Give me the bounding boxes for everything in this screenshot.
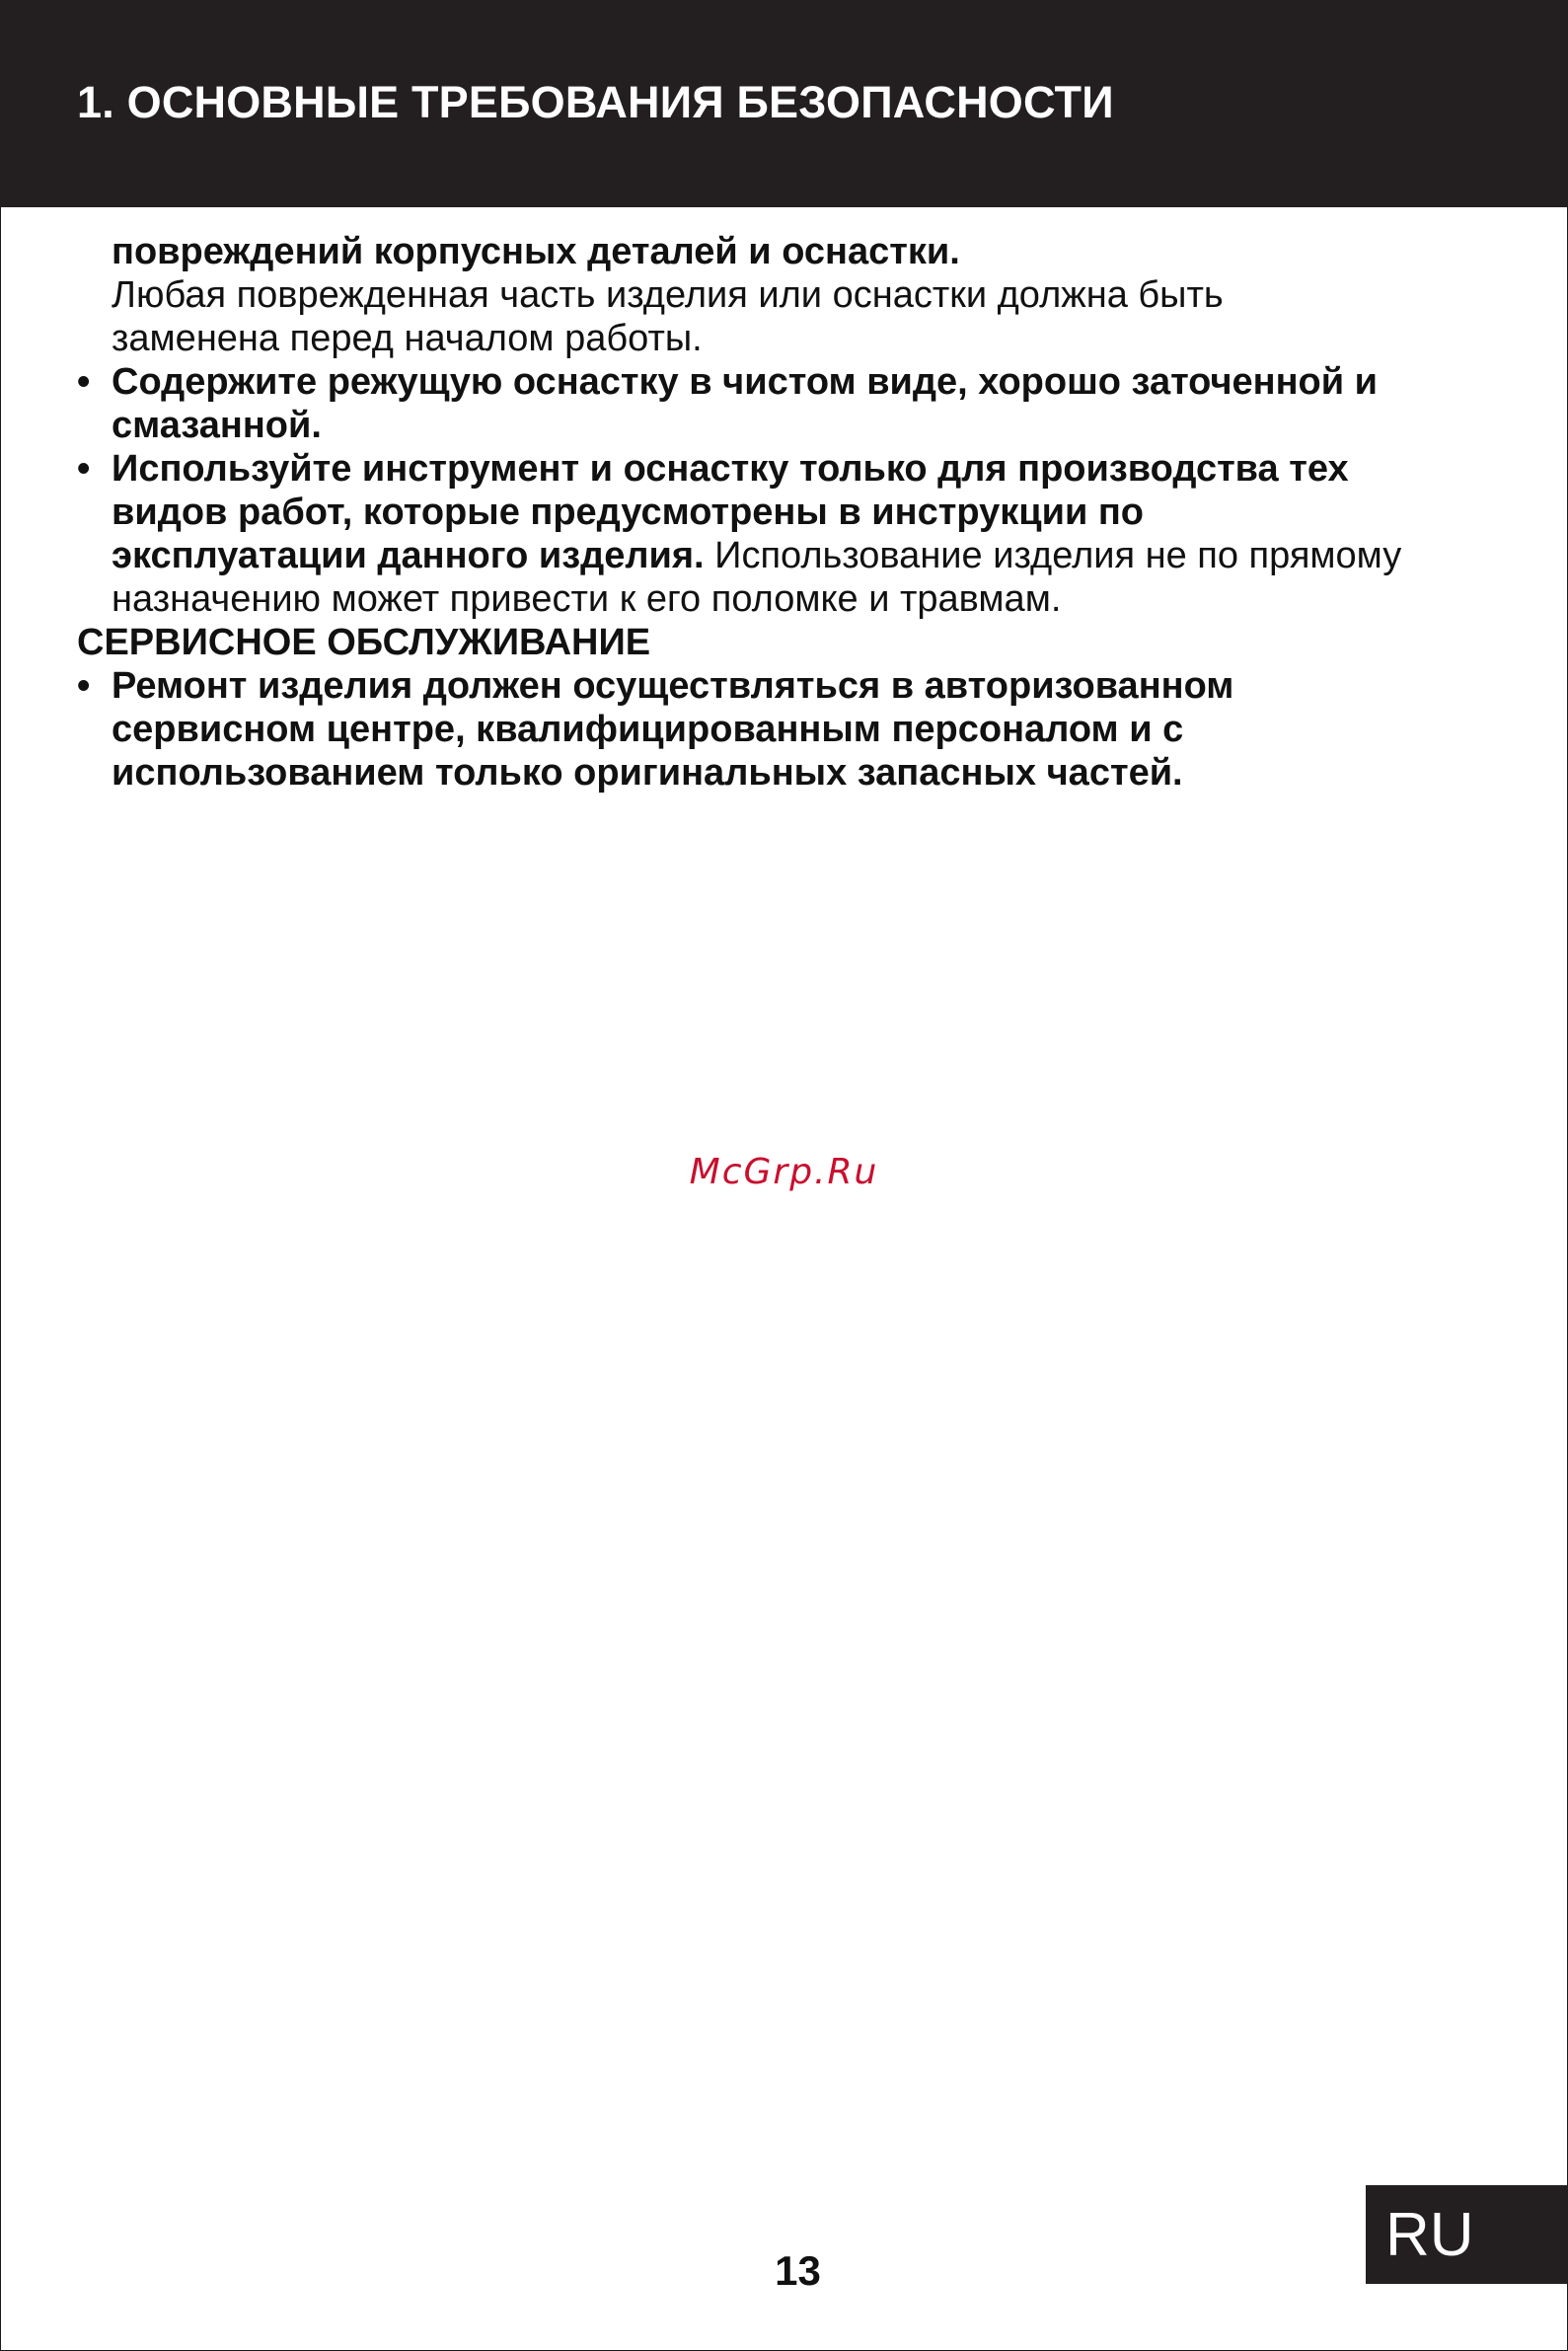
bullet-3-line-3: использованием только оригинальных запасных частей. (112, 752, 1183, 794)
watermark-link[interactable]: McGrp.Ru (689, 1152, 879, 1192)
bullet-2-line-3-bold: эксплуатации данного изделия. (112, 535, 705, 576)
bullet-item-1 (77, 360, 1498, 404)
intro-line-bold: повреждений корпусных деталей и оснастки. (112, 231, 960, 272)
page-number: 13 (775, 2247, 821, 2294)
language-label: RU (1385, 2201, 1474, 2269)
language-tab (1366, 2185, 1568, 2284)
bullet-2-line-1: Используйте инструмент и оснастку только для производства тех (112, 448, 1349, 490)
bullet-item-3 (77, 664, 1498, 708)
bullet-item-2 (77, 447, 1498, 491)
bullet-icon: • (77, 448, 91, 490)
bullet-2-line-2: видов работ, которые предусмотрены в инструкции по (112, 492, 1145, 533)
bullet-3-line-2: сервисном центре, квалифицированным персоналом и с (112, 709, 1184, 750)
bullet-2-line-4: назначению может привести к его поломке и травмам. (112, 578, 1062, 620)
bullet-1-line-2: смазанной. (112, 405, 322, 446)
bullet-2-line-3 (77, 534, 1498, 577)
bullet-2-line-3-regular: Использование изделия не по прямому (704, 535, 1402, 576)
page-title: 1. ОСНОВНЫЕ ТРЕБОВАНИЯ БЕЗОПАСНОСТИ (77, 77, 1114, 127)
intro-line-2: Любая поврежденная часть изделия или оснастки должна быть (112, 274, 1224, 316)
bullet-3-line-1: Ремонт изделия должен осуществляться в авторизованном (112, 665, 1234, 707)
header-bar (0, 0, 1568, 207)
bullet-icon: • (77, 665, 91, 707)
bullet-1-line-1: Содержите режущую оснастку в чистом виде, хорошо заточенной и (112, 361, 1379, 403)
intro-line-3: заменена перед началом работы. (112, 318, 703, 359)
content-body (77, 230, 1498, 795)
bullet-icon: • (77, 361, 91, 403)
section-heading-service: СЕРВИСНОЕ ОБСЛУЖИВАНИЕ (77, 622, 651, 663)
